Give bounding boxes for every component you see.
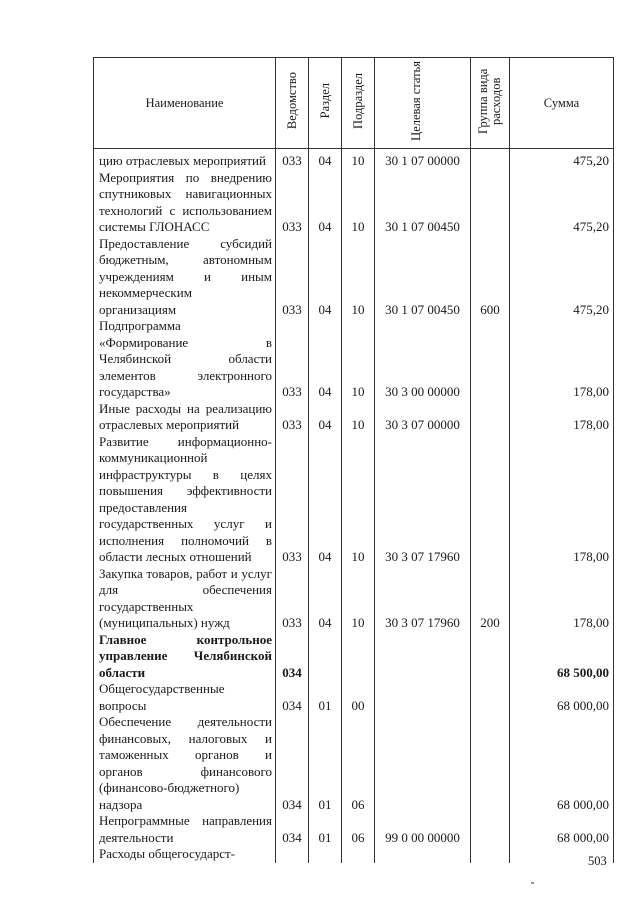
cell-razdel: 04 <box>309 566 342 632</box>
cell-ved: 033 <box>276 149 309 170</box>
budget-table <box>93 57 614 863</box>
cell-gvr <box>471 813 510 846</box>
cell-summa: 475,20 <box>510 170 614 236</box>
cell-cs: 30 3 07 00000 <box>375 401 471 434</box>
cell-ved: 033 <box>276 401 309 434</box>
cell-razdel: 04 <box>309 170 342 236</box>
cell-gvr <box>471 149 510 170</box>
cell-podrazdel: 00 <box>342 681 375 714</box>
table-row <box>94 318 614 401</box>
table-row <box>94 813 614 846</box>
cell-podrazdel: 10 <box>342 149 375 170</box>
cell-razdel: 04 <box>309 401 342 434</box>
cell-gvr <box>471 170 510 236</box>
cell-name: Подпрограмма «Формирование в Челябинской области элементов электронного государства» <box>94 318 276 401</box>
cell-ved: 033 <box>276 434 309 566</box>
page-number: 503 <box>588 854 607 868</box>
cell-summa: 68 000,00 <box>510 681 614 714</box>
table-row <box>94 401 614 434</box>
cell-gvr <box>471 846 510 863</box>
table-row <box>94 149 614 170</box>
cell-gvr <box>471 434 510 566</box>
header-name: Наименование <box>94 58 276 149</box>
header-row <box>94 58 614 149</box>
cell-name: Развитие информационно-коммуникационной инфраструктуры в целях повышения эффективности предоставления государственных услуг и исполнения полномочий в области лесных отношений <box>94 434 276 566</box>
table-row <box>94 632 614 682</box>
header-razdel: Раздел <box>317 83 332 119</box>
cell-cs: 30 3 07 17960 <box>375 566 471 632</box>
cell-podrazdel: 10 <box>342 170 375 236</box>
cell-gvr <box>471 401 510 434</box>
cell-cs <box>375 632 471 682</box>
cell-razdel <box>309 632 342 682</box>
cell-razdel: 04 <box>309 236 342 319</box>
cell-ved: 034 <box>276 714 309 813</box>
table-row <box>94 714 614 813</box>
cell-summa: 68 500,00 <box>510 632 614 682</box>
table-row <box>94 434 614 566</box>
cell-gvr <box>471 632 510 682</box>
cell-ved: 033 <box>276 566 309 632</box>
table-row <box>94 566 614 632</box>
cell-cs: 30 3 07 17960 <box>375 434 471 566</box>
cell-razdel: 04 <box>309 149 342 170</box>
cell-ved: 034 <box>276 632 309 682</box>
cell-gvr <box>471 681 510 714</box>
cell-ved <box>276 846 309 863</box>
cell-ved: 033 <box>276 170 309 236</box>
cell-cs <box>375 681 471 714</box>
cell-summa: 178,00 <box>510 566 614 632</box>
cell-podrazdel: 10 <box>342 566 375 632</box>
cell-razdel: 04 <box>309 318 342 401</box>
header-celevaya: Целевая статья <box>408 61 423 141</box>
cell-summa: 178,00 <box>510 401 614 434</box>
cell-podrazdel: 10 <box>342 401 375 434</box>
cell-razdel: 04 <box>309 434 342 566</box>
cell-summa: 178,00 <box>510 434 614 566</box>
header-summa: Сумма <box>510 58 614 149</box>
cell-ved: 033 <box>276 318 309 401</box>
cell-cs: 30 1 07 00000 <box>375 149 471 170</box>
header-gruppa: Группа вида расходов <box>476 68 503 134</box>
header-vedomstvo: Ведомство <box>284 72 299 130</box>
cell-podrazdel: 06 <box>342 813 375 846</box>
cell-gvr: 600 <box>471 236 510 319</box>
table-row <box>94 236 614 319</box>
cell-ved: 033 <box>276 236 309 319</box>
cell-cs: 30 1 07 00450 <box>375 236 471 319</box>
cell-podrazdel: 10 <box>342 318 375 401</box>
cell-razdel: 01 <box>309 714 342 813</box>
table-row <box>94 681 614 714</box>
cell-name: Общегосударственные вопросы <box>94 681 276 714</box>
cell-summa: 68 000,00 <box>510 813 614 846</box>
cell-summa: 68 000,00 <box>510 714 614 813</box>
cell-summa: 178,00 <box>510 318 614 401</box>
header-podrazdel: Подраздел <box>350 73 365 129</box>
table-body <box>94 149 614 863</box>
cell-cs <box>375 714 471 813</box>
cell-gvr: 200 <box>471 566 510 632</box>
cell-cs <box>375 846 471 863</box>
cell-summa: 475,20 <box>510 149 614 170</box>
table-row <box>94 170 614 236</box>
cell-summa: 475,20 <box>510 236 614 319</box>
cell-gvr <box>471 318 510 401</box>
cell-name: цию отраслевых мероприятий <box>94 149 276 170</box>
cell-gvr <box>471 714 510 813</box>
cell-name: Обеспечение деятельности финансовых, налоговых и таможенных органов и органов финансового (финансово-бюджетного) надзора <box>94 714 276 813</box>
cell-cs: 30 3 00 00000 <box>375 318 471 401</box>
table-row <box>94 846 614 863</box>
cell-podrazdel: 10 <box>342 236 375 319</box>
cell-name: Закупка товаров, работ и услуг для обеспечения государственных (муниципальных) нужд <box>94 566 276 632</box>
cell-podrazdel <box>342 632 375 682</box>
cell-cs: 30 1 07 00450 <box>375 170 471 236</box>
cell-razdel: 01 <box>309 813 342 846</box>
cell-name: Главное контрольное управление Челябинской области <box>94 632 276 682</box>
cell-razdel <box>309 846 342 863</box>
cell-name: Иные расходы на реализацию отраслевых мероприятий <box>94 401 276 434</box>
cell-podrazdel: 10 <box>342 434 375 566</box>
cell-podrazdel: 06 <box>342 714 375 813</box>
scan-speck <box>531 882 534 884</box>
cell-podrazdel <box>342 846 375 863</box>
cell-razdel: 01 <box>309 681 342 714</box>
cell-name: Расходы общегосударст- <box>94 846 276 863</box>
cell-name: Мероприятия по внедрению спутниковых навигационных технологий с использованием системы ГЛОНАСС <box>94 170 276 236</box>
cell-name: Предоставление субсидий бюджетным, автономным учреждениям и иным некоммерческим организациям <box>94 236 276 319</box>
cell-ved: 034 <box>276 681 309 714</box>
cell-ved: 034 <box>276 813 309 846</box>
cell-cs: 99 0 00 00000 <box>375 813 471 846</box>
cell-name: Непрограммные направления деятельности <box>94 813 276 846</box>
